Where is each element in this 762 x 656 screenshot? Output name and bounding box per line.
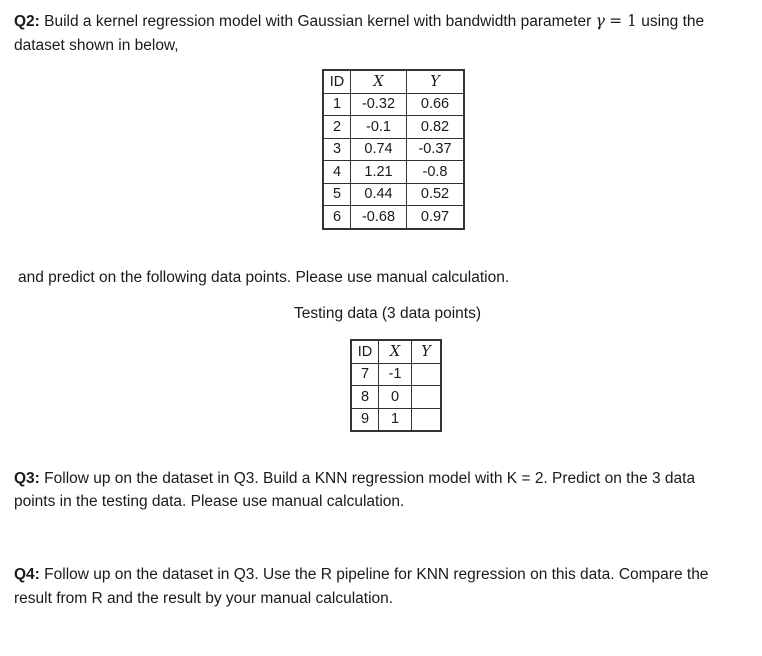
cell-x: -0.1	[351, 116, 407, 139]
cell-id: 9	[352, 408, 379, 431]
testing-caption: Testing data (3 data points)	[294, 305, 481, 322]
cell-x: 1	[379, 408, 412, 431]
cell-id: 4	[324, 161, 351, 184]
gamma-symbol: γ	[595, 12, 605, 30]
q2-line-1	[14, 10, 704, 33]
cell-x: 0.74	[351, 138, 407, 161]
q3-line-1	[14, 467, 695, 490]
cell-y	[412, 408, 441, 431]
cell-x: 0	[379, 386, 412, 409]
header-id: ID	[352, 341, 379, 364]
table-row	[324, 206, 464, 229]
table-row	[352, 408, 441, 431]
q3-text-1: Follow up on the dataset in Q3. Build a KNN regression model with K = 2. Predict on the 3 data	[44, 470, 696, 487]
q3-line-2: points in the testing data. Please use manual calculation.	[14, 493, 405, 510]
cell-x: 1.21	[351, 161, 407, 184]
cell-y: -0.8	[407, 161, 464, 184]
testing-table-header	[352, 341, 441, 364]
cell-x: -0.68	[351, 206, 407, 229]
gamma-value: = 1	[609, 12, 637, 30]
q4-line-2: result from R and the result by your manual calculation.	[14, 590, 394, 607]
cell-id: 7	[352, 363, 379, 386]
q2-text-1: Build a kernel regression model with Gaussian kernel with bandwidth parameter	[44, 13, 592, 30]
table-row	[324, 138, 464, 161]
table-row	[352, 363, 441, 386]
cell-id: 8	[352, 386, 379, 409]
q4-line-1	[14, 563, 708, 586]
training-table	[323, 70, 464, 229]
cell-y	[412, 386, 441, 409]
table-row	[324, 161, 464, 184]
q2-label: Q2:	[14, 13, 40, 30]
header-x: X	[379, 341, 412, 364]
q2-line-2: dataset shown in below,	[14, 37, 179, 54]
cell-x: -1	[379, 363, 412, 386]
cell-id: 3	[324, 138, 351, 161]
header-y: Y	[407, 71, 464, 94]
training-table-header	[324, 71, 464, 94]
cell-y	[412, 363, 441, 386]
cell-id: 5	[324, 183, 351, 206]
cell-x: -0.32	[351, 93, 407, 116]
header-id: ID	[324, 71, 351, 94]
table-row	[324, 183, 464, 206]
cell-y: 0.52	[407, 183, 464, 206]
table-row	[324, 116, 464, 139]
cell-y: 0.82	[407, 116, 464, 139]
header-x: X	[351, 71, 407, 94]
predict-text: and predict on the following data points. Please use manual calculation.	[18, 269, 510, 286]
q4-text-1: Follow up on the dataset in Q3. Use the R pipeline for KNN regression on this data. Compare the	[44, 566, 709, 583]
table-row	[352, 386, 441, 409]
cell-x: 0.44	[351, 183, 407, 206]
header-y: Y	[412, 341, 441, 364]
cell-y: -0.37	[407, 138, 464, 161]
cell-id: 2	[324, 116, 351, 139]
cell-y: 0.66	[407, 93, 464, 116]
testing-table	[351, 340, 441, 431]
cell-id: 1	[324, 93, 351, 116]
table-row	[324, 93, 464, 116]
cell-y: 0.97	[407, 206, 464, 229]
q3-label: Q3:	[14, 470, 40, 487]
cell-id: 6	[324, 206, 351, 229]
q4-label: Q4:	[14, 566, 40, 583]
q2-text-1-tail: using the	[641, 13, 705, 30]
